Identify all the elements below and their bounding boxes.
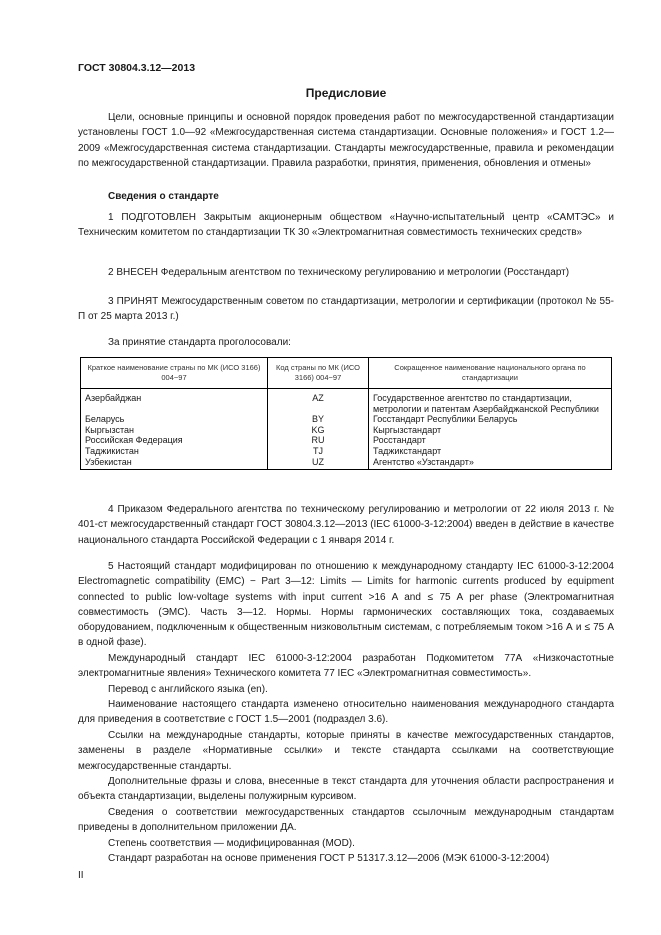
table-intro: За принятие стандарта проголосовали: xyxy=(108,337,291,348)
body-cell: Агентство «Узстандарт» xyxy=(369,457,612,470)
name-change-paragraph: Наименование настоящего стандарта изменено относительно наименования международного стандарта для приведения в соответствие с ГОСТ 1.5—2001 (подраздел 3.6). xyxy=(78,699,614,726)
table-row xyxy=(81,446,612,457)
page-number: II xyxy=(78,870,84,881)
table-row xyxy=(81,425,612,436)
country-cell: Беларусь xyxy=(81,414,268,425)
item-4-paragraph: 4 Приказом Федерального агентства по техническому регулированию и метрологии от 22 июля 2013 г. № 401-ст межгосударственный стандарт ГОСТ 30804.3.12—2013 (IEC 61000-3-12:2004) введен в действие в качестве национального стандарта Российской Федерации с 1 января 2014 г. xyxy=(78,504,614,546)
intro-paragraph: Цели, основные принципы и основной порядок проведения работ по межгосударственной стандартизации установлены ГОСТ 1.0—92 «Межгосударственная система стандартизации. Основные положения» и ГОСТ 1.2—2009 «Межгосударственная система стандартизации. Стандарты межгосударственные, правила и рекомендации по межгосударственной стандартизации. Правила разработки, принятия, применения, обновления и отмены» xyxy=(78,112,614,169)
table-row xyxy=(81,393,612,414)
code-cell: TJ xyxy=(268,446,369,457)
document-header: ГОСТ 30804.3.12—2013 xyxy=(78,62,196,74)
table-row xyxy=(81,457,612,470)
country-cell: Азербайджан xyxy=(81,393,268,414)
item-3-paragraph: 3 ПРИНЯТ Межгосударственным советом по стандартизации, метрологии и сертификации (протокол № 55-П от 25 марта 2013 г.) xyxy=(78,296,614,323)
country-cell: Узбекистан xyxy=(81,457,268,470)
item-5-paragraph: 5 Настоящий стандарт модифицирован по отношению к международному стандарту IEC 61000-3-12:2004 Electromagnetic compatibility (EMC) − Part 3—12: Limits — Limits for harmonic currents produced by equipment connected to public low-voltage systems with input current >16 A and ≤ 75 A per phase (Электромагнитная совместимость (ЭМС). Часть 3—12. Нормы. Нормы гармонических составляющих тока, создаваемых оборудованием, подключенным к общественным низковольтным системам, с потребляемым током >16 А и ≤ 75 А в одной фазе). xyxy=(78,561,614,649)
basis-paragraph: Стандарт разработан на основе применения ГОСТ Р 51317.3.12—2006 (МЭК 61000-3-12:2004) xyxy=(108,853,550,864)
degree-paragraph: Степень соответствия — модифицированная (MOD). xyxy=(108,838,355,849)
table-row xyxy=(81,414,612,425)
intl-standard-paragraph: Международный стандарт IEC 61000-3-12:2004 разработан Подкомитетом 77А «Низкочастотные электромагнитные явления» Технического комитета 77 IEC «Электромагнитная совместимость». xyxy=(78,653,614,680)
header-body: Сокращенное наименование национального органа по стандартизации xyxy=(369,358,612,389)
body-cell: Госстандарт Республики Беларусь xyxy=(369,414,612,425)
item-1-paragraph: 1 ПОДГОТОВЛЕН Закрытым акционерным обществом «Научно-испытательный центр «САМТЭС» и Техническим комитетом по стандартизации ТК 30 «Электромагнитная совместимость технических средств» xyxy=(78,212,614,239)
code-cell: BY xyxy=(268,414,369,425)
table-header-row xyxy=(81,358,612,389)
page-title: Предисловие xyxy=(305,86,387,100)
country-cell: Кыргызстан xyxy=(81,425,268,436)
item-2-paragraph: 2 ВНЕСЕН Федеральным агентством по техническому регулированию и метрологии (Росстандарт) xyxy=(108,267,570,278)
header-country: Краткое наименование страны по МК (ИСО 3166) 004−97 xyxy=(81,358,268,389)
body-cell: Таджикстандарт xyxy=(369,446,612,457)
phrases-paragraph: Дополнительные фразы и слова, внесенные в текст стандарта для уточнения области распространения и объекта стандартизации, выделены полужирным курсивом. xyxy=(78,776,614,803)
correspondence-paragraph: Сведения о соответствии межгосударственных стандартов ссылочным международным стандартам приведены в дополнительном приложении ДА. xyxy=(78,807,614,834)
code-cell: UZ xyxy=(268,457,369,470)
body-cell: Государственное агентство по стандартизации, метрологии и патентам Азербайджанской Республики xyxy=(369,393,612,414)
code-cell: AZ xyxy=(268,393,369,414)
country-cell: Таджикистан xyxy=(81,446,268,457)
header-code: Код страны по МК (ИСО 3166) 004−97 xyxy=(268,358,369,389)
code-cell: KG xyxy=(268,425,369,436)
body-cell: Росстандарт xyxy=(369,435,612,446)
code-cell: RU xyxy=(268,435,369,446)
references-paragraph: Ссылки на международные стандарты, которые приняты в качестве межгосударственных стандартов, заменены в разделе «Нормативные ссылки» и тексте стандарта ссылками на соответствующие межгосударственные стандарты. xyxy=(78,730,614,772)
body-cell: Кыргызстандарт xyxy=(369,425,612,436)
table-row xyxy=(81,435,612,446)
country-cell: Российская Федерация xyxy=(81,435,268,446)
translation-paragraph: Перевод с английского языка (en). xyxy=(108,684,268,695)
section-title: Сведения о стандарте xyxy=(108,191,219,202)
voting-table xyxy=(80,357,612,470)
